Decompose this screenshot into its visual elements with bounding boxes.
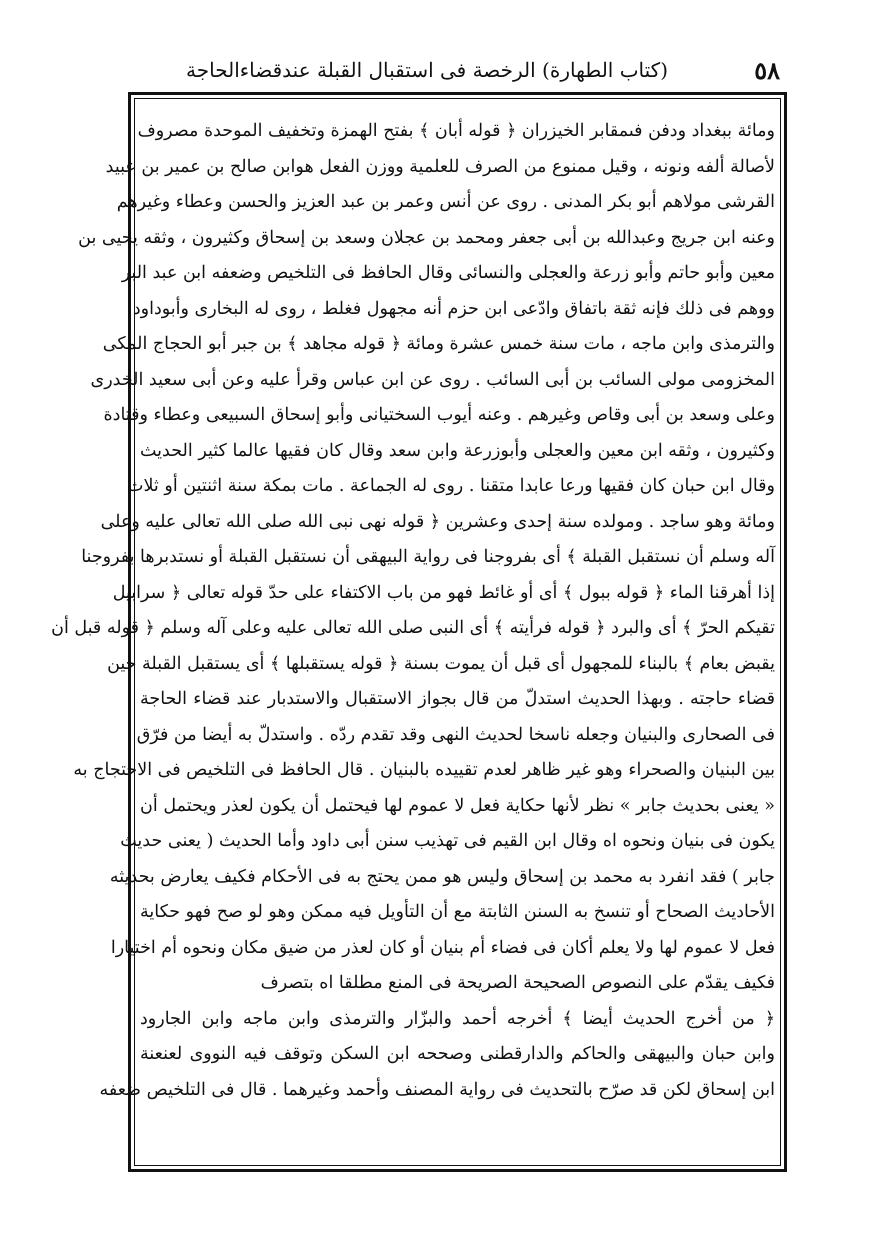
text-line: المخزومى مولى السائب بن أبى السائب . روى عن ابن عباس وقرأ عليه وعن أبى سعيد الخدرى <box>90 369 775 390</box>
text-line: « يعنى بحديث جابر » نظر لأنها حكاية فعل لا عموم لها فيحتمل أن يكون لعذر ويحتمل أن <box>140 795 775 816</box>
text-line: بين البنيان والصحراء وهو غير ظاهر لعدم تقييده بالبنيان . قال الحافظ فى التلخيص فى الاحتجاج به <box>73 760 775 780</box>
text-line: فكيف يقدّم على النصوص الصحيحة الصريحة فى المنع مطلقا اه بتصرف <box>260 973 775 993</box>
text-line: ومائة وهو ساجد . ومولده سنة إحدى وعشرين ﴿ قوله نهى نبى الله صلى الله تعالى عليه وعلى <box>100 511 775 532</box>
text-line: والترمذى وابن ماجه ، مات سنة خمس عشرة ومائة ﴿ قوله مجاهد ﴾ بن جبر أبو الحجاج المكى <box>102 334 775 354</box>
text-line: لأصالة ألفه ونونه ، وقيل ممنوع من الصرف للعلمية ووزن الفعل هوابن صالح بن عمير بن عبيد <box>105 156 775 177</box>
running-title: (كتاب الطهارة) الرخصة فى استقبال القبلة عندقضاءالحاجة <box>186 58 668 82</box>
text-body <box>51 114 775 1154</box>
text-line: ابن إسحاق لكن قد صرّح بالتحديث فى رواية المصنف وأحمد وغيرهما . قال فى التلخيص ضعفه <box>99 1079 775 1100</box>
text-line: وعلى وسعد بن أبى وقاص وغيرهم . وعنه أيوب السختيانى وأبو إسحاق السبيعى وعطاء وقتادة <box>103 405 775 425</box>
text-line: وكثيرون ، وثقه ابن معين والعجلى وأبوزرعة وابن سعد وقال كان فقيها عالما كثير الحديث <box>140 440 775 461</box>
text-line: جابر ) فقد انفرد به محمد بن إسحاق وليس هو ممن يحتج به فى الأحكام فكيف يعارض بحديثه <box>109 866 775 887</box>
text-line: الأحاديث الصحاح أو تنسخ به السنن الثابتة مع أن التأويل فيه ممكن وهو لو صح فهو حكاية <box>140 902 775 922</box>
text-line: إذا أهرقنا الماء ﴿ قوله ببول ﴾ أى أو غائط فهو من باب الاكتفاء على حدّ قوله تعالى ﴿ سرابيل <box>112 582 775 603</box>
text-line: يقبض بعام ﴾ بالبناء للمجهول أى قبل أن يموت بسنة ﴿ قوله يستقبلها ﴾ أى يستقبل القبلة حين <box>107 653 775 674</box>
text-line: ووهم فى ذلك فإنه ثقة باتفاق وادّعى ابن حزم أنه مجهول فغلط ، روى له البخارى وأبوداود <box>132 298 775 319</box>
text-line: يكون فى بنيان ونحوه اه وقال ابن القيم فى تهذيب سنن أبى داود وأما الحديث ( يعنى حديث <box>120 831 775 851</box>
text-line: فى الصحارى والبنيان وجعله ناسخا لحديث النهى وقد تقدم ردّه . واستدلّ به أيضا من فرّق <box>136 724 775 745</box>
text-line: فعل لا عموم لها ولا يعلم أكان فى فضاء أم بنيان أو كان لعذر من ضيق مكان ونحوه أم اختيارا <box>110 937 775 958</box>
text-line: ﴿ من أخرج الحديث أيضا ﴾ أخرجه أحمد والبزّار والترمذى وابن ماجه وابن الجارود <box>140 1008 775 1029</box>
text-line: وقال ابن حبان كان فقيها ورعا عابدا متقنا . روى له الجماعة . مات بمكة سنة اثنتين أو ثلاث <box>127 476 775 496</box>
text-line: وابن حبان والبيهقى والحاكم والدارقطنى وصححه ابن السكن وتوقف فيه النووى لعنعنة <box>140 1044 775 1064</box>
text-line: القرشى مولاهم أبو بكر المدنى . روى عن أنس وعمر بن عبد العزيز والحسن وعطاء وغيرهم <box>116 192 775 212</box>
text-line: وعنه ابن جريج وعبدالله بن أبى جعفر ومحمد بن عجلان وسعد بن إسحاق وكثيرون ، وثقه يحيى بن <box>78 227 775 248</box>
text-line: قضاء حاجته . وبهذا الحديث استدلّ من قال بجواز الاستقبال والاستدبار عند قضاء الحاجة <box>140 689 775 709</box>
page-number: ٥٨ <box>754 56 780 85</box>
page-header <box>140 48 780 88</box>
text-line: آله وسلم أن نستقبل القبلة ﴾ أى بفروجنا فى رواية البيهقى أن نستقبل القبلة أو نستدبرها بفروجنا <box>81 547 775 567</box>
text-line: تقيكم الحرّ ﴾ أى والبرد ﴿ قوله فرأيته ﴾ أى النبى صلى الله تعالى عليه وعلى آله وسلم ﴿ قوله قبل أن <box>51 618 775 638</box>
text-line: معين وأبو حاتم وأبو زرعة والعجلى والنسائى وقال الحافظ فى التلخيص وضعفه ابن عبد البر <box>121 263 775 283</box>
text-line: ومائة ببغداد ودفن فىمقابر الخيزران ﴿ قوله أبان ﴾ بفتح الهمزة وتخفيف الموحدة مصروف <box>137 121 775 141</box>
